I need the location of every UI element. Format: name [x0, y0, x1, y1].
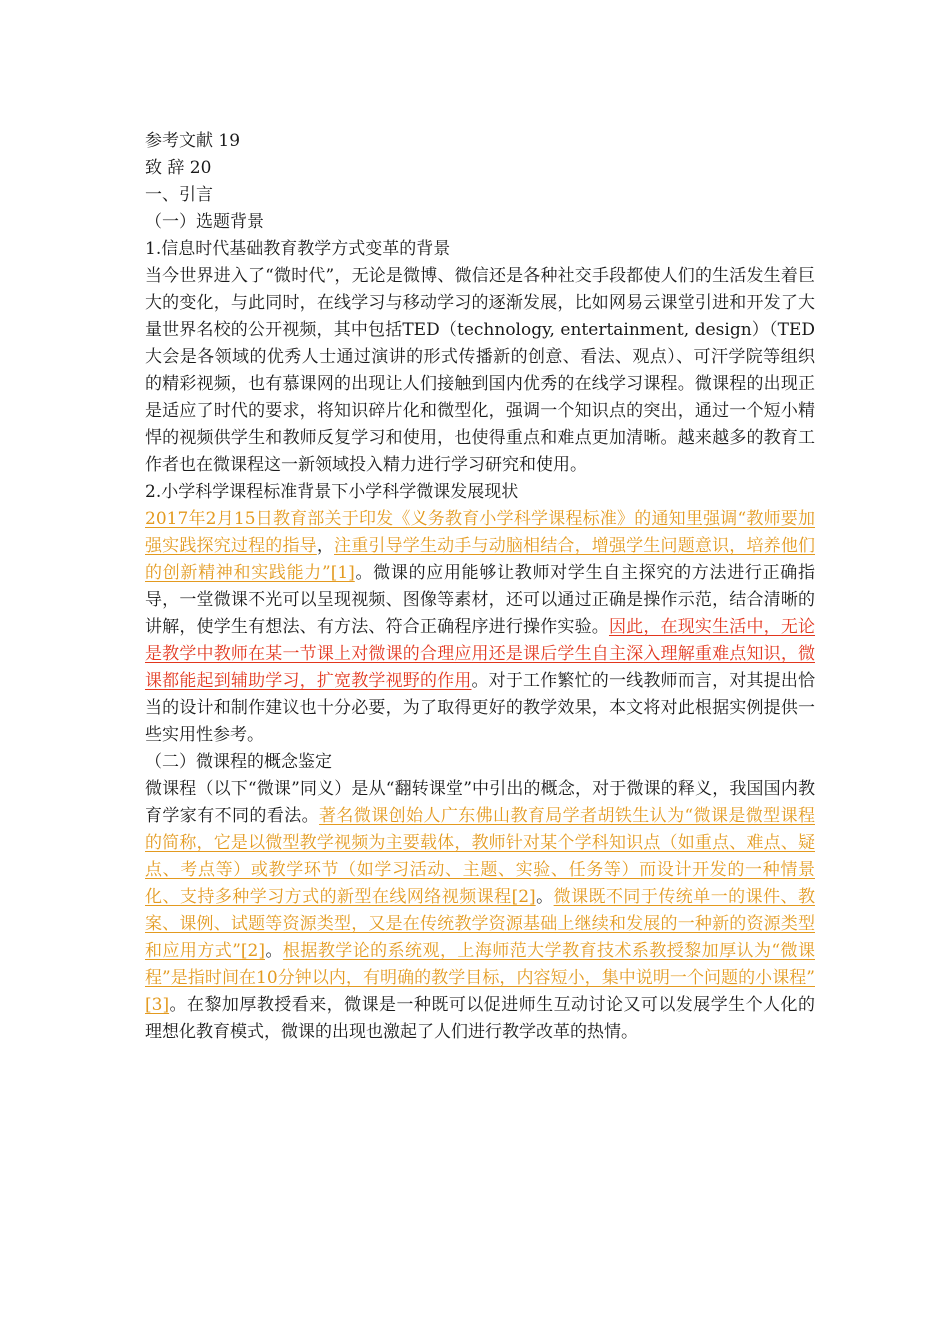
toc-acknowledgements: 致 辞 20 — [145, 158, 212, 178]
paragraph-text: 。在黎加厚教授看来，微课是一种既可以促进师生互动讨论又可以发展学生个人化的理想化教育模式，微课的出现也激起了人们进行教学改革的热情。 — [145, 995, 815, 1042]
highlight-micro-lesson-role: 因此，在现实生活中，无论是教学中教师在某一节课上对微课的合理应用还是课后学生自主深入理解重难点知识，微课都能起到辅助学习，扩宽教学视野的作用 — [145, 617, 816, 691]
heading-background: （一）选题背景 — [145, 212, 264, 232]
highlight-resource-type: 微课既不同于传统单一的课件、教案、课例、试题等资源类型，又是在传统教学资源基础上继续和发展的一种新的资源类型和应用方式”[2] — [145, 887, 816, 961]
paragraph-text: ， — [316, 536, 335, 556]
paragraph-text: 。 — [535, 887, 554, 907]
paragraph-concept — [145, 776, 815, 1046]
document-page — [145, 128, 815, 1046]
paragraph-text: 。 — [265, 941, 283, 961]
heading-concept: （二）微课程的概念鉴定 — [145, 752, 332, 772]
heading-introduction: 一、引言 — [145, 185, 213, 205]
paragraph-text: 当今世界进入了“微时代”，无论是微博、微信还是各种社交手段都使人们的生活发生着巨大的变化，与此同时，在线学习与移动学习的逐渐发展，比如网易云课堂引进和开发了大量世界名校的公开视频，其中包括TED（technology, entertainment, design）（TED大会是各领域的优秀人士通过演讲的形式传播新的创意、看法、观点）、可汗学院等组织的精彩视频，也有慕课网的出现让人们接触到国内优秀的在线学习课程。微课程的出现正是适应了时代的要求，将知识碎片化和微型化，强调一个知识点的突出，通过一个短小精悍的视频供学生和教师反复学习和使用，也使得重点和难点更加清晰。越来越多的教育工作者也在微课程这一新领域投入精力进行学习研究和使用。 — [145, 266, 815, 475]
highlight-li-jiahou: 根据教学论的系统观，上海师范大学教育技术系教授黎加厚认为“微课程”是指时间在10分钟以内，有明确的教学目标，内容短小，集中说明一个问题的小课程” [3] — [145, 941, 816, 1015]
highlight-hu-tiesheng: 著名微课创始人广东佛山教育局学者胡铁生认为“微课是微型课程的简称，它是以微型教学视频为主要载体，教师针对某个学科知识点（如重点、难点、疑点、考点等）或教学环节（如学习活动、主题、实验、任务等）而设计开发的一种情景化、支持多种学习方式的新型在线网络视频课程[2] — [145, 806, 815, 907]
highlight-standard-notice: 2017年2月15日教育部关于印发《义务教育小学科学课程标准》的通知里强调“教师要加强实践探究过程的指导 — [145, 509, 815, 556]
paragraph-text: 。微课的应用能够让教师对学生自主探究的方法进行正确指导，一堂微课不光可以呈现视频、图像等素材，还可以通过正确是操作示范，结合清晰的讲解，使学生有想法、有方法、符合正确程序进行操作实验。 — [145, 563, 815, 637]
paragraph-micro-era — [145, 263, 815, 479]
paragraph-standard — [145, 506, 815, 749]
heading-info-era: 1.信息时代基础教育教学方式变革的背景 — [145, 239, 451, 259]
heading-curriculum-standard: 2.小学科学课程标准背景下小学科学微课发展现状 — [145, 482, 519, 502]
toc-references: 参考文献 19 — [145, 131, 241, 151]
paragraph-text: 微课程（以下“微课”同义）是从“翻转课堂”中引出的概念，对于微课的释义，我国国内教育学家有不同的看法。 — [145, 779, 815, 826]
highlight-standard-quote: 注重引导学生动手与动脑相结合，增强学生问题意识，培养他们的创新精神和实践能力”[1] — [145, 536, 816, 583]
paragraph-text: 。对于工作繁忙的一线教师而言，对其提出恰当的设计和制作建议也十分必要，为了取得更好的教学效果，本文将对此根据实例提供一些实用性参考。 — [145, 671, 815, 745]
